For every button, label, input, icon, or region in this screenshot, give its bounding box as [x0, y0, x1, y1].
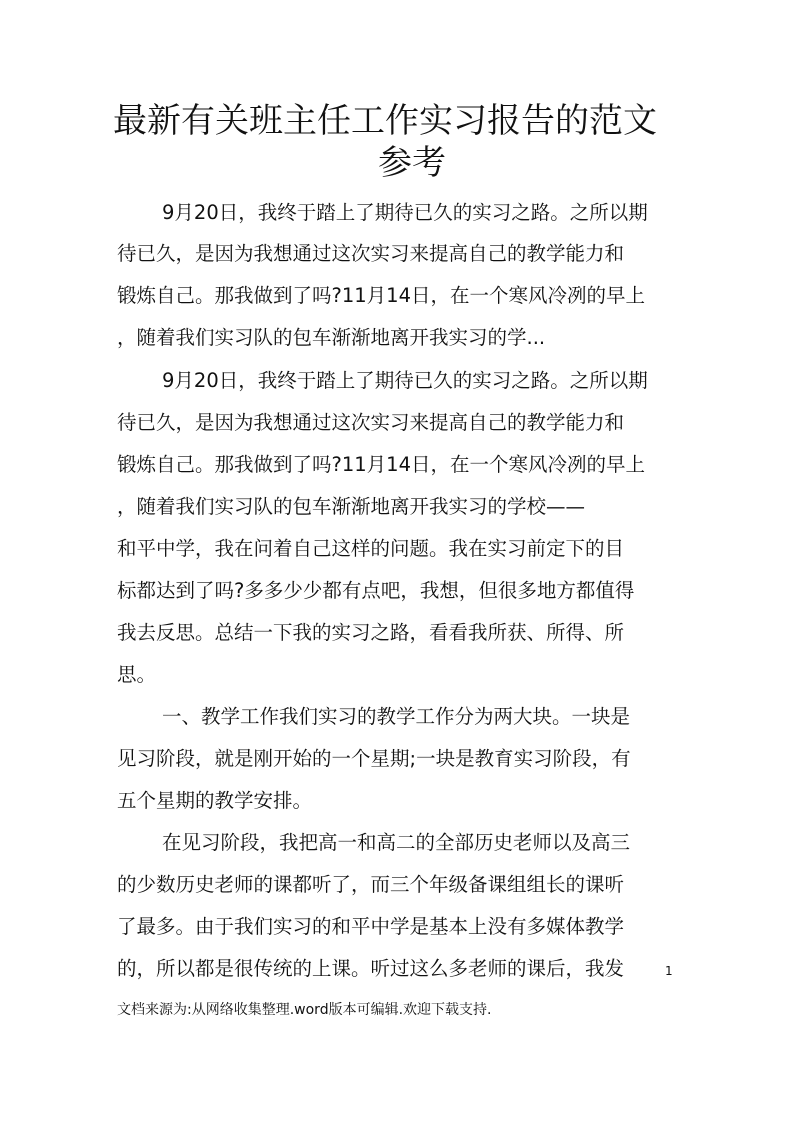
- body-line: 9月20日，我终于踏上了期待已久的实习之路。之所以期: [162, 201, 648, 224]
- body-line: 在见习阶段，我把高一和高二的全部历史老师以及高三: [162, 831, 631, 854]
- body-line: 了最多。由于我们实习的和平中学是基本上没有多媒体教学: [117, 915, 625, 938]
- body-line: 见习阶段，就是刚开始的一个星期;一块是教育实习阶段，有: [117, 747, 631, 770]
- body-line: ，随着我们实习队的包车渐渐地离开我实习的学...: [117, 326, 546, 349]
- document-footer: 文档来源为:从网络收集整理.word版本可编辑.欢迎下载支持.: [117, 1002, 492, 1018]
- body-line: 的，所以都是很传统的上课。听过这么多老师的课后，我发: [117, 957, 625, 980]
- body-line: 锻炼自己。那我做到了吗?11月14日，在一个寒风冷冽的早上: [117, 453, 645, 476]
- body-line: 和平中学，我在问着自己这样的问题。我在实习前定下的目: [117, 537, 625, 560]
- body-line: 待已久，是因为我想通过这次实习来提高自己的教学能力和: [117, 411, 625, 434]
- body-line: 思。: [117, 663, 157, 686]
- body-line: 的少数历史老师的课都听了，而三个年级备课组组长的课听: [117, 873, 625, 896]
- body-line: 五个星期的教学安排。: [117, 789, 313, 812]
- body-line: 9月20日，我终于踏上了期待已久的实习之路。之所以期: [162, 369, 648, 392]
- body-line: 锻炼自己。那我做到了吗?11月14日，在一个寒风冷冽的早上: [117, 284, 645, 307]
- document-title-line-2: 参考: [378, 143, 446, 183]
- body-line: ，随着我们实习队的包车渐渐地离开我实习的学校——: [117, 495, 586, 518]
- document-title-line-1: 最新有关班主任工作实习报告的范文: [113, 101, 657, 141]
- page-number: 1: [665, 964, 673, 978]
- body-line: 待已久，是因为我想通过这次实习来提高自己的教学能力和: [117, 242, 625, 265]
- body-line: 我去反思。总结一下我的实习之路，看看我所获、所得、所: [117, 621, 625, 644]
- body-line: 标都达到了吗?多多少少都有点吧，我想，但很多地方都值得: [117, 579, 635, 602]
- body-line: 一、教学工作我们实习的教学工作分为两大块。一块是: [162, 705, 631, 728]
